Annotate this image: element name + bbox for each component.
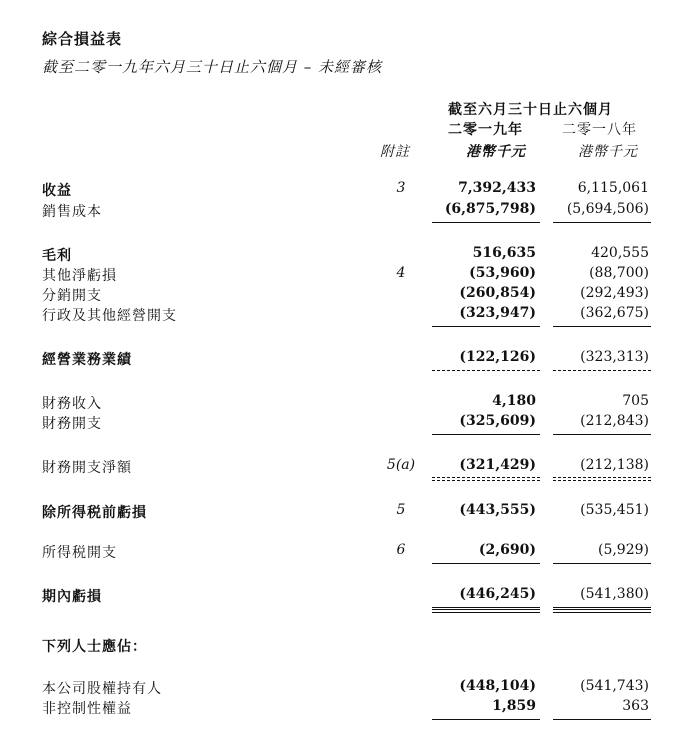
row-label: 下列人士應佔： <box>42 639 147 655</box>
row-value-2019: (443,555) <box>459 502 536 518</box>
row-label: 非控制性權益 <box>42 701 132 717</box>
subtotal-rule <box>553 326 651 327</box>
table-row-revenue <box>0 180 685 200</box>
row-value-2019: (448,104) <box>459 678 536 694</box>
row-value-2018: 705 <box>622 393 649 409</box>
subtotal-rule <box>553 563 651 564</box>
row-value-2019: 4,180 <box>492 393 536 409</box>
table-row-non-controlling-interests <box>0 698 685 718</box>
page-title: 綜合損益表 <box>42 30 123 48</box>
row-value-2019: (321,429) <box>459 457 536 473</box>
dotted-rule <box>553 480 651 481</box>
row-label: 毛利 <box>42 248 72 264</box>
total-double-rule <box>432 607 540 610</box>
row-value-2019: (2,690) <box>478 542 536 558</box>
row-value-2019: (323,947) <box>459 305 536 321</box>
section-heading-attributable <box>0 636 685 656</box>
table-row-finance-costs <box>0 413 685 433</box>
row-label: 財務收入 <box>42 396 102 412</box>
row-value-2019: (53,960) <box>469 265 536 281</box>
subtotal-rule <box>432 326 540 327</box>
row-note: 4 <box>396 265 406 281</box>
column-header-note: 附註 <box>380 144 410 160</box>
row-note: 6 <box>396 542 406 558</box>
row-value-2018: (362,675) <box>580 305 649 321</box>
row-value-2018: (541,380) <box>580 586 649 602</box>
table-row-admin-expenses <box>0 305 685 325</box>
row-label: 本公司股權持有人 <box>42 681 162 697</box>
subtotal-rule <box>432 222 540 223</box>
row-value-2018: (212,843) <box>580 413 649 429</box>
table-row-finance-income <box>0 393 685 413</box>
row-note: 3 <box>396 180 406 196</box>
row-value-2018: (292,493) <box>580 285 649 301</box>
row-value-2019: (446,245) <box>459 586 536 602</box>
row-value-2018: (88,700) <box>589 265 649 281</box>
total-double-rule <box>553 607 651 610</box>
row-label: 所得税開支 <box>42 545 117 561</box>
row-label: 其他淨虧損 <box>42 268 117 284</box>
total-double-rule <box>432 612 540 613</box>
subtotal-rule <box>553 719 651 720</box>
total-double-rule <box>553 612 651 613</box>
row-value-2018: (212,138) <box>580 457 649 473</box>
row-value-2018: 420,555 <box>591 245 649 261</box>
row-value-2019: (260,854) <box>459 285 536 301</box>
row-label: 收益 <box>42 183 72 199</box>
row-value-2018: (5,929) <box>597 542 649 558</box>
table-row-loss-before-tax <box>0 502 685 522</box>
column-header-unit-current: 港幣千元 <box>466 144 526 160</box>
row-value-2019: (122,126) <box>459 349 536 365</box>
row-value-2019: (6,875,798) <box>444 201 536 217</box>
subtotal-rule <box>432 719 540 720</box>
table-row-equity-shareholders <box>0 678 685 698</box>
dotted-rule <box>432 370 540 371</box>
table-row-operating-result <box>0 349 685 369</box>
table-row-distribution-costs <box>0 285 685 305</box>
dotted-rule <box>553 477 651 478</box>
dotted-rule <box>432 480 540 481</box>
row-value-2019: 516,635 <box>472 245 536 261</box>
table-row-other-net-loss <box>0 265 685 285</box>
column-header-period: 截至六月三十日止六個月 <box>448 102 613 118</box>
table-row-net-finance-costs <box>0 457 685 477</box>
column-header-year-current: 二零一九年 <box>448 122 523 138</box>
column-header-year-prior: 二零一八年 <box>562 122 637 138</box>
row-label: 銷售成本 <box>42 204 102 220</box>
page-subtitle: 截至二零一九年六月三十日止六個月 – 未經審核 <box>42 58 383 76</box>
row-value-2018: (323,313) <box>580 349 649 365</box>
subtotal-rule <box>553 434 651 435</box>
table-row-cost-of-sales <box>0 201 685 221</box>
row-label: 分銷開支 <box>42 288 102 304</box>
row-label: 行政及其他經營開支 <box>42 308 177 324</box>
table-row-income-tax <box>0 542 685 562</box>
row-label: 財務開支淨額 <box>42 460 132 476</box>
row-note: 5 <box>396 502 406 518</box>
subtotal-rule <box>432 434 540 435</box>
column-header-unit-prior: 港幣千元 <box>578 144 638 160</box>
row-value-2018: (535,451) <box>580 502 649 518</box>
row-label: 期內虧損 <box>42 589 102 605</box>
row-note: 5(a) <box>386 457 416 473</box>
table-row-loss-for-period <box>0 586 685 606</box>
subtotal-rule <box>553 222 651 223</box>
row-value-2018: 6,115,061 <box>577 180 649 196</box>
row-label: 經營業務業績 <box>42 352 132 368</box>
row-label: 除所得税前虧損 <box>42 505 147 521</box>
row-value-2019: 1,859 <box>492 698 536 714</box>
row-value-2019: (325,609) <box>459 413 536 429</box>
row-label: 財務開支 <box>42 416 102 432</box>
dotted-rule <box>432 477 540 478</box>
subtotal-rule <box>432 563 540 564</box>
row-value-2018: (541,743) <box>580 678 649 694</box>
row-value-2018: (5,694,506) <box>566 201 649 217</box>
table-row-gross-profit <box>0 245 685 265</box>
dotted-rule <box>553 370 651 371</box>
row-value-2019: 7,392,433 <box>458 180 536 196</box>
row-value-2018: 363 <box>622 698 649 714</box>
